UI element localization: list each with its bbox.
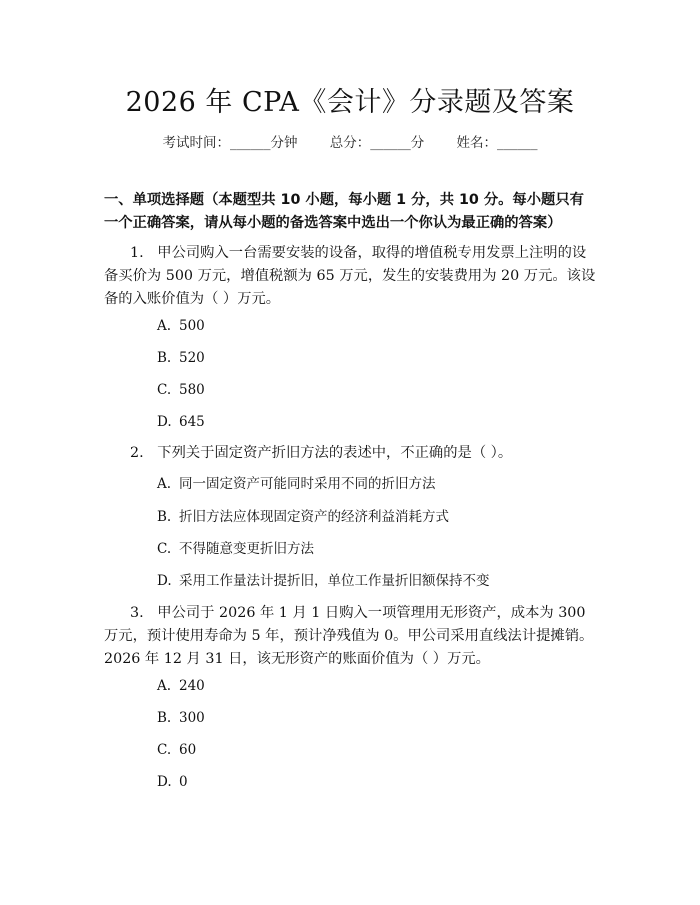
document-title: 2026 年 CPA《会计》分录题及答案	[125, 87, 575, 118]
student-name-field: 姓名：______	[456, 135, 538, 151]
section-heading: 一、单项选择题（本题型共 10 小题，每小题 1 分，共 10 分。每小题只有一个正确答案，请从每小题的备选答案中选出一个你认为最正确的答案）	[104, 192, 584, 231]
total-score-field: 总分：______分	[329, 135, 425, 151]
option-1a: A. 500	[157, 318, 205, 334]
option-2b: B. 折旧方法应体现固定资产的经济利益消耗方式	[157, 509, 449, 525]
option-1c: C. 580	[157, 382, 205, 398]
question-text: 甲公司购入一台需要安装的设备，取得的增值税专用发票上注明的设备买价为 500 万元，增值税额为 65 万元，发生的安装费用为 20 万元。该设备的入账价值为（ ）万元。	[104, 245, 596, 307]
option-3a: A. 240	[157, 678, 205, 694]
option-2c: C. 不得随意变更折旧方法	[157, 541, 314, 557]
option-2a: A. 同一固定资产可能同时采用不同的折旧方法	[157, 476, 436, 492]
option-2d: D. 采用工作量法计提折旧，单位工作量折旧额保持不变	[157, 573, 490, 589]
option-3c: C. 60	[157, 742, 197, 758]
question-text: 下列关于固定资产折旧方法的表述中，不正确的是（ ）。	[157, 445, 513, 461]
option-1d: D. 645	[157, 414, 205, 430]
option-3b: B. 300	[157, 710, 205, 726]
question-3	[104, 602, 598, 671]
option-1b: B. 520	[157, 350, 205, 366]
question-number: 1.	[130, 245, 144, 261]
question-number: 2.	[130, 445, 144, 461]
exam-time-field: 考试时间：______分钟	[162, 135, 298, 151]
question-2	[104, 442, 598, 465]
exam-meta	[0, 131, 700, 151]
question-text: 甲公司于 2026 年 1 月 1 日购入一项管理用无形资产，成本为 300 万元，预计使用寿命为 5 年，预计净残值为 0。甲公司采用直线法计提摊销。2026 年 12 月 31 日，该无形资产的账面价值为（ ）万元。	[104, 605, 594, 667]
question-number: 3.	[130, 605, 144, 621]
question-1	[104, 242, 598, 311]
option-3d: D. 0	[157, 774, 188, 790]
